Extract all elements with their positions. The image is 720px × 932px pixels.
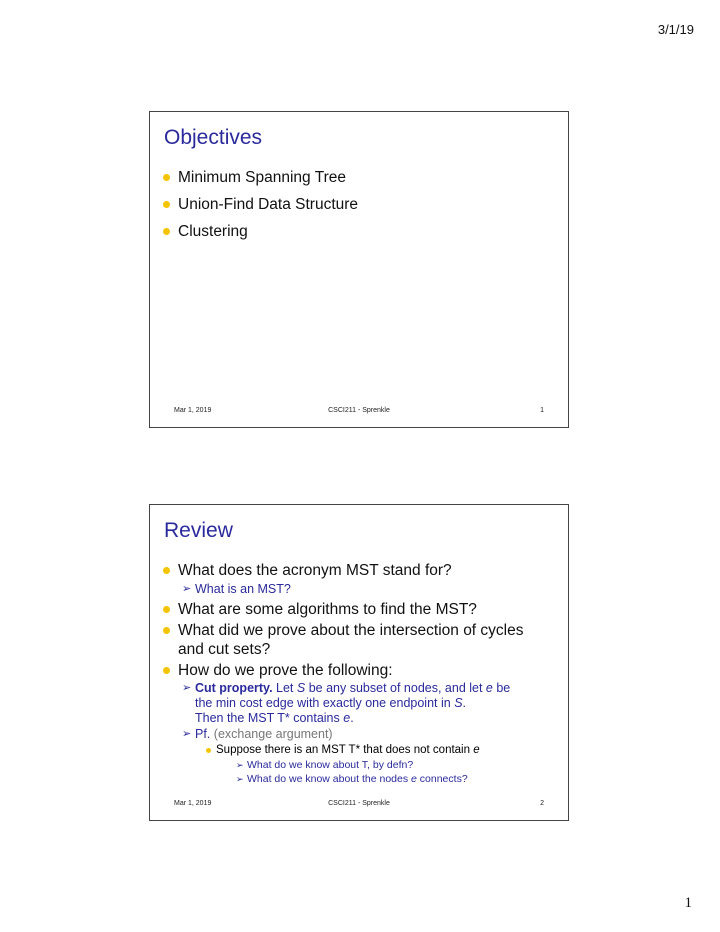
footer-date: Mar 1, 2019 — [174, 800, 212, 807]
bullet-text: Clustering — [178, 223, 248, 240]
sub-sub-sub-bullet-item — [160, 758, 558, 772]
footer-slide-number: 1 — [540, 407, 544, 414]
proof-label: Pf. — [195, 727, 211, 741]
bullet-dot-icon — [163, 606, 170, 613]
bullet-dot-icon — [163, 228, 170, 235]
var-e: e — [343, 711, 351, 725]
var-e: e — [485, 681, 493, 695]
slide-footer — [174, 800, 544, 812]
sub-bullet-item — [160, 727, 558, 742]
slide-objectives — [149, 111, 569, 428]
cut-text: Let — [276, 681, 297, 695]
sub-bullet-item — [160, 582, 558, 597]
cut-text: . — [462, 696, 467, 710]
bullet-text-continued: and cut sets? — [178, 641, 271, 658]
sub-question-text: What do we know about the nodes — [247, 773, 412, 785]
arrow-bullet-icon: ➢ — [236, 774, 244, 784]
arrow-bullet-icon: ➢ — [182, 682, 192, 694]
cut-text: be any subset of nodes, and let — [305, 681, 486, 695]
cut-text: be — [492, 681, 511, 695]
page-number: 1 — [684, 895, 692, 911]
bullet-list — [160, 561, 558, 786]
bullet-text: How do we prove the following: — [178, 662, 393, 679]
bullet-text: What did we prove about the intersection of cycles — [178, 622, 524, 639]
var-S: S — [454, 696, 463, 710]
bullet-item — [160, 168, 558, 187]
bullet-dot-icon — [206, 748, 211, 753]
bullet-dot-icon — [163, 174, 170, 181]
sub-bullet-item — [160, 681, 558, 726]
var-e: e — [411, 773, 417, 785]
footer-course: CSCI211 - Sprenkle — [328, 407, 390, 414]
bullet-item — [160, 561, 558, 580]
slide-title: Objectives — [164, 126, 263, 149]
cut-text: the min cost edge with exactly one endpoint in — [195, 696, 455, 710]
suppose-text: Suppose there is an MST T* that does not contain — [216, 744, 474, 756]
sub-question-text: connects? — [416, 773, 468, 785]
footer-course: CSCI211 - Sprenkle — [328, 800, 390, 807]
slide-review — [149, 504, 569, 821]
slide-footer — [174, 407, 544, 419]
var-e: e — [473, 744, 480, 756]
bullet-text: What does the acronym MST stand for? — [178, 562, 452, 579]
sub-sub-sub-bullet-item — [160, 772, 558, 786]
bullet-item — [160, 222, 558, 241]
cut-property-label: Cut property. — [195, 681, 273, 695]
footer-date: Mar 1, 2019 — [174, 407, 212, 414]
bullet-item — [160, 600, 558, 619]
cut-text: . — [350, 711, 354, 725]
sub-question-text: What do we know about T, by defn? — [247, 759, 414, 771]
arrow-bullet-icon: ➢ — [236, 760, 244, 770]
bullet-item — [160, 621, 558, 659]
bullet-list — [160, 168, 558, 249]
footer-slide-number: 2 — [540, 800, 544, 807]
arrow-bullet-icon: ➢ — [182, 728, 192, 740]
bullet-text: Union-Find Data Structure — [178, 196, 359, 213]
bullet-dot-icon — [163, 667, 170, 674]
proof-note: (exchange argument) — [213, 727, 333, 741]
sub-bullet-text: What is an MST? — [195, 582, 291, 596]
bullet-item — [160, 195, 558, 214]
page-date: 3/1/19 — [657, 22, 694, 37]
arrow-bullet-icon: ➢ — [182, 583, 192, 595]
bullet-item — [160, 661, 558, 680]
var-S: S — [296, 681, 306, 695]
bullet-dot-icon — [163, 627, 170, 634]
bullet-dot-icon — [163, 567, 170, 574]
bullet-text: What are some algorithms to find the MST? — [178, 601, 477, 618]
cut-text: Then the MST T* contains — [195, 711, 344, 725]
bullet-text: Minimum Spanning Tree — [178, 169, 346, 186]
slide-title: Review — [164, 519, 233, 542]
bullet-dot-icon — [163, 201, 170, 208]
sub-sub-bullet-item — [160, 743, 558, 758]
